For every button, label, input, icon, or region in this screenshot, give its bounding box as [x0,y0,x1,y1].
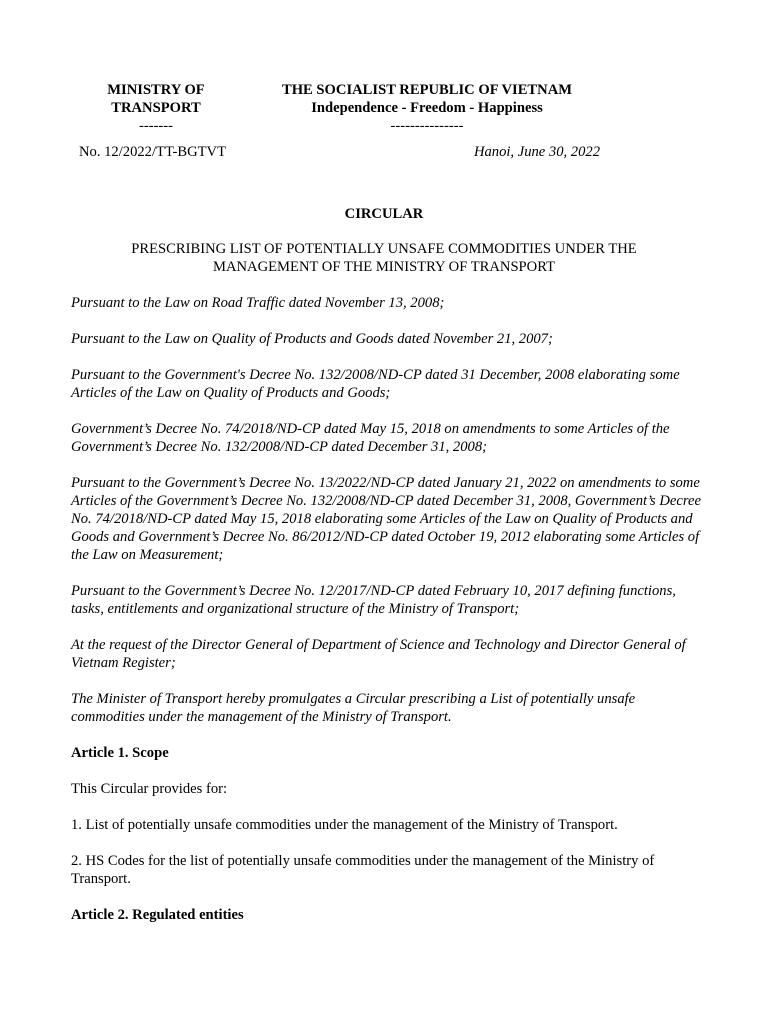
document-title-line1: PRESCRIBING LIST OF POTENTIALLY UNSAFE COMMODITIES UNDER THE [131,241,637,257]
document-type: CIRCULAR [344,206,424,222]
article-1-item: 2. HS Codes for the list of potentially unsafe commodities under the management of the Ministry of Transport. [71,853,655,887]
document-title [100,240,668,276]
document-number: No. 12/2022/TT-BGTVT [79,144,227,160]
article-2-heading: Article 2. Regulated entities [71,907,244,923]
document-body [71,294,701,942]
national-motto: Independence - Freedom - Happiness [311,100,543,116]
motto-divider: --------------- [390,118,464,134]
preamble-clause: Pursuant to the Law on Road Traffic dated November 13, 2008; [71,295,445,311]
article-1-intro: This Circular provides for: [71,781,228,797]
republic-name: THE SOCIALIST REPUBLIC OF VIETNAM [281,82,573,98]
ministry-name-line1: MINISTRY OF [107,82,205,98]
article-1-item: 1. List of potentially unsafe commodities under the management of the Ministry of Transport. [71,817,618,833]
preamble-clause: Government’s Decree No. 74/2018/ND-CP dated May 15, 2018 on amendments to some Articles of the Government’s Decree No. 132/2008/ND-CP dated December 31, 2008; [71,421,670,455]
ministry-name-line2: TRANSPORT [111,100,201,116]
preamble-clause: Pursuant to the Government’s Decree No. 12/2017/ND-CP dated February 10, 2017 defining functions, tasks, entitlements and organizational structure of the Ministry of Transport; [71,583,676,617]
preamble-clause: At the request of the Director General of Department of Science and Technology and Director General of Vietnam Register; [71,637,686,671]
article-1-heading: Article 1. Scope [71,745,169,761]
place-and-date: Hanoi, June 30, 2022 [473,144,600,160]
national-title [250,81,604,135]
preamble-clause: Pursuant to the Government’s Decree No. 13/2022/ND-CP dated January 21, 2022 on amendments to some Articles of the Government’s Decree No. 132/2008/ND-CP dated December 31, 2008, Government’s Decree No. 74/2018/ND-CP dated May 15, 2018 elaborating some Articles of the Law on Quality of Products and Goods and Government’s Decree No. 86/2012/ND-CP dated October 19, 2012 elaborating some Articles of the Law on Measurement; [71,475,701,563]
ministry-divider: ------- [138,118,174,134]
issuing-authority [62,81,250,135]
preamble-clause: Pursuant to the Law on Quality of Products and Goods dated November 21, 2007; [71,331,553,347]
promulgation-clause: The Minister of Transport hereby promulgates a Circular prescribing a List of potentially unsafe commodities under the management of the Ministry of Transport. [71,691,636,725]
preamble-clause: Pursuant to the Government's Decree No. 132/2008/ND-CP dated 31 December, 2008 elaborating some Articles of the Law on Quality of Products and Goods; [71,367,680,401]
document-title-line2: MANAGEMENT OF THE MINISTRY OF TRANSPORT [213,259,555,275]
